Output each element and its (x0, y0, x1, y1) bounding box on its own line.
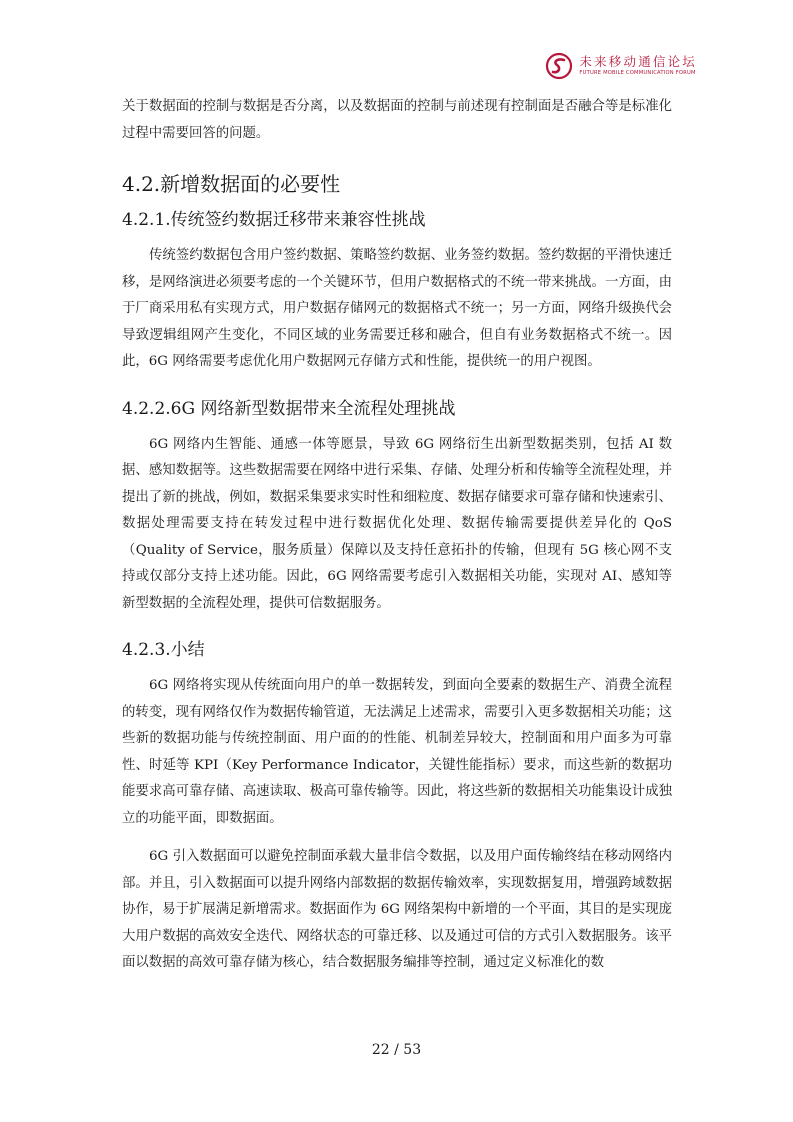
document-body (122, 94, 672, 977)
subsection-heading-4-2-1: 4.2.1.传统签约数据迁移带来兼容性挑战 (122, 210, 426, 230)
paragraph-4-2-3-a: 6G 网络将实现从传统面向用户的单一数据转发，到面向全要素的数据生产、消费全流程的转变，现有网络仅作为数据传输管道，无法满足上述需求，需要引入更多数据相关功能；这些新的数据功能与传统控制面、用户面的的性能、机制差异较大，控制面和用户面多为可靠性、时延等 KPI（Key Performance Indicator，关键性能指标）要求，而这些新的数据功能要求高可靠存储、高速读取、极高可靠传输等。因此，将这些新的数据相关功能集设计成独立的功能平面，即数据面。 (122, 678, 672, 826)
paragraph-4-2-2: 6G 网络内生智能、通感一体等愿景，导致 6G 网络衍生出新型数据类别，包括 AI 数据、感知数据等。这些数据需要在网络中进行采集、存储、处理分析和传输等全流程处理，并提出了新的挑战，例如，数据采集要求实时性和细粒度、数据存储要求可靠存储和快速索引、数据处理需要支持在转发过程中进行数据优化处理、数据传输需要提供差异化的 QoS（Quality of Service，服务质量）保障以及支持任意拓扑的传输，但现有 5G 核心网不支持或仅部分支持上述功能。因此，6G 网络需要考虑引入数据相关功能，实现对 AI、感知等新型数据的全流程处理，提供可信数据服务。 (122, 436, 672, 611)
paragraph-4-2-1: 传统签约数据包含用户签约数据、策略签约数据、业务签约数据。签约数据的平滑快速迁移，是网络演进必须要考虑的一个关键环节，但用户数据格式的不统一带来挑战。一方面，由于厂商采用私有实现方式，用户数据存储网元的数据格式不统一；另一方面，网络升级换代会导致逻辑组网产生变化，不同区域的业务需要迁移和融合，但自有业务数据格式不统一。因此，6G 网络需要考虑优化用户数据网元存储方式和性能，提供统一的用户视图。 (122, 248, 672, 369)
paragraph-4-2-3-b: 6G 引入数据面可以避免控制面承载大量非信令数据，以及用户面传输终结在移动网络内部。并且，引入数据面可以提升网络内部数据的数据传输效率，实现数据复用，增强跨域数据协作，易于扩展满足新增需求。数据面作为 6G 网络架构中新增的一个平面，其目的是实现庞大用户数据的高效安全迭代、网络状态的可靠迁移、以及通过可信的方式引入数据服务。该平面以数据的高效可靠存储为核心，结合数据服务编排等控制，通过定义标准化的数 (122, 849, 672, 970)
page-number: 22 / 53 (371, 1042, 422, 1058)
subsection-heading-4-2-3: 4.2.3.小结 (122, 640, 205, 660)
section-heading-4-2: 4.2.新增数据面的必要性 (122, 172, 341, 196)
forum-logo-icon (545, 52, 573, 80)
logo-english-name: FUTURE MOBILE COMMUNICATION FORUM (579, 69, 696, 76)
forum-logo (545, 52, 697, 80)
intro-paragraph: 关于数据面的控制与数据是否分离，以及数据面的控制与前述现有控制面是否融合等是标准化过程中需要回答的问题。 (122, 99, 672, 141)
subsection-heading-4-2-2: 4.2.2.6G 网络新型数据带来全流程处理挑战 (122, 398, 456, 419)
logo-chinese-name: 未来移动通信论坛 (579, 54, 697, 70)
